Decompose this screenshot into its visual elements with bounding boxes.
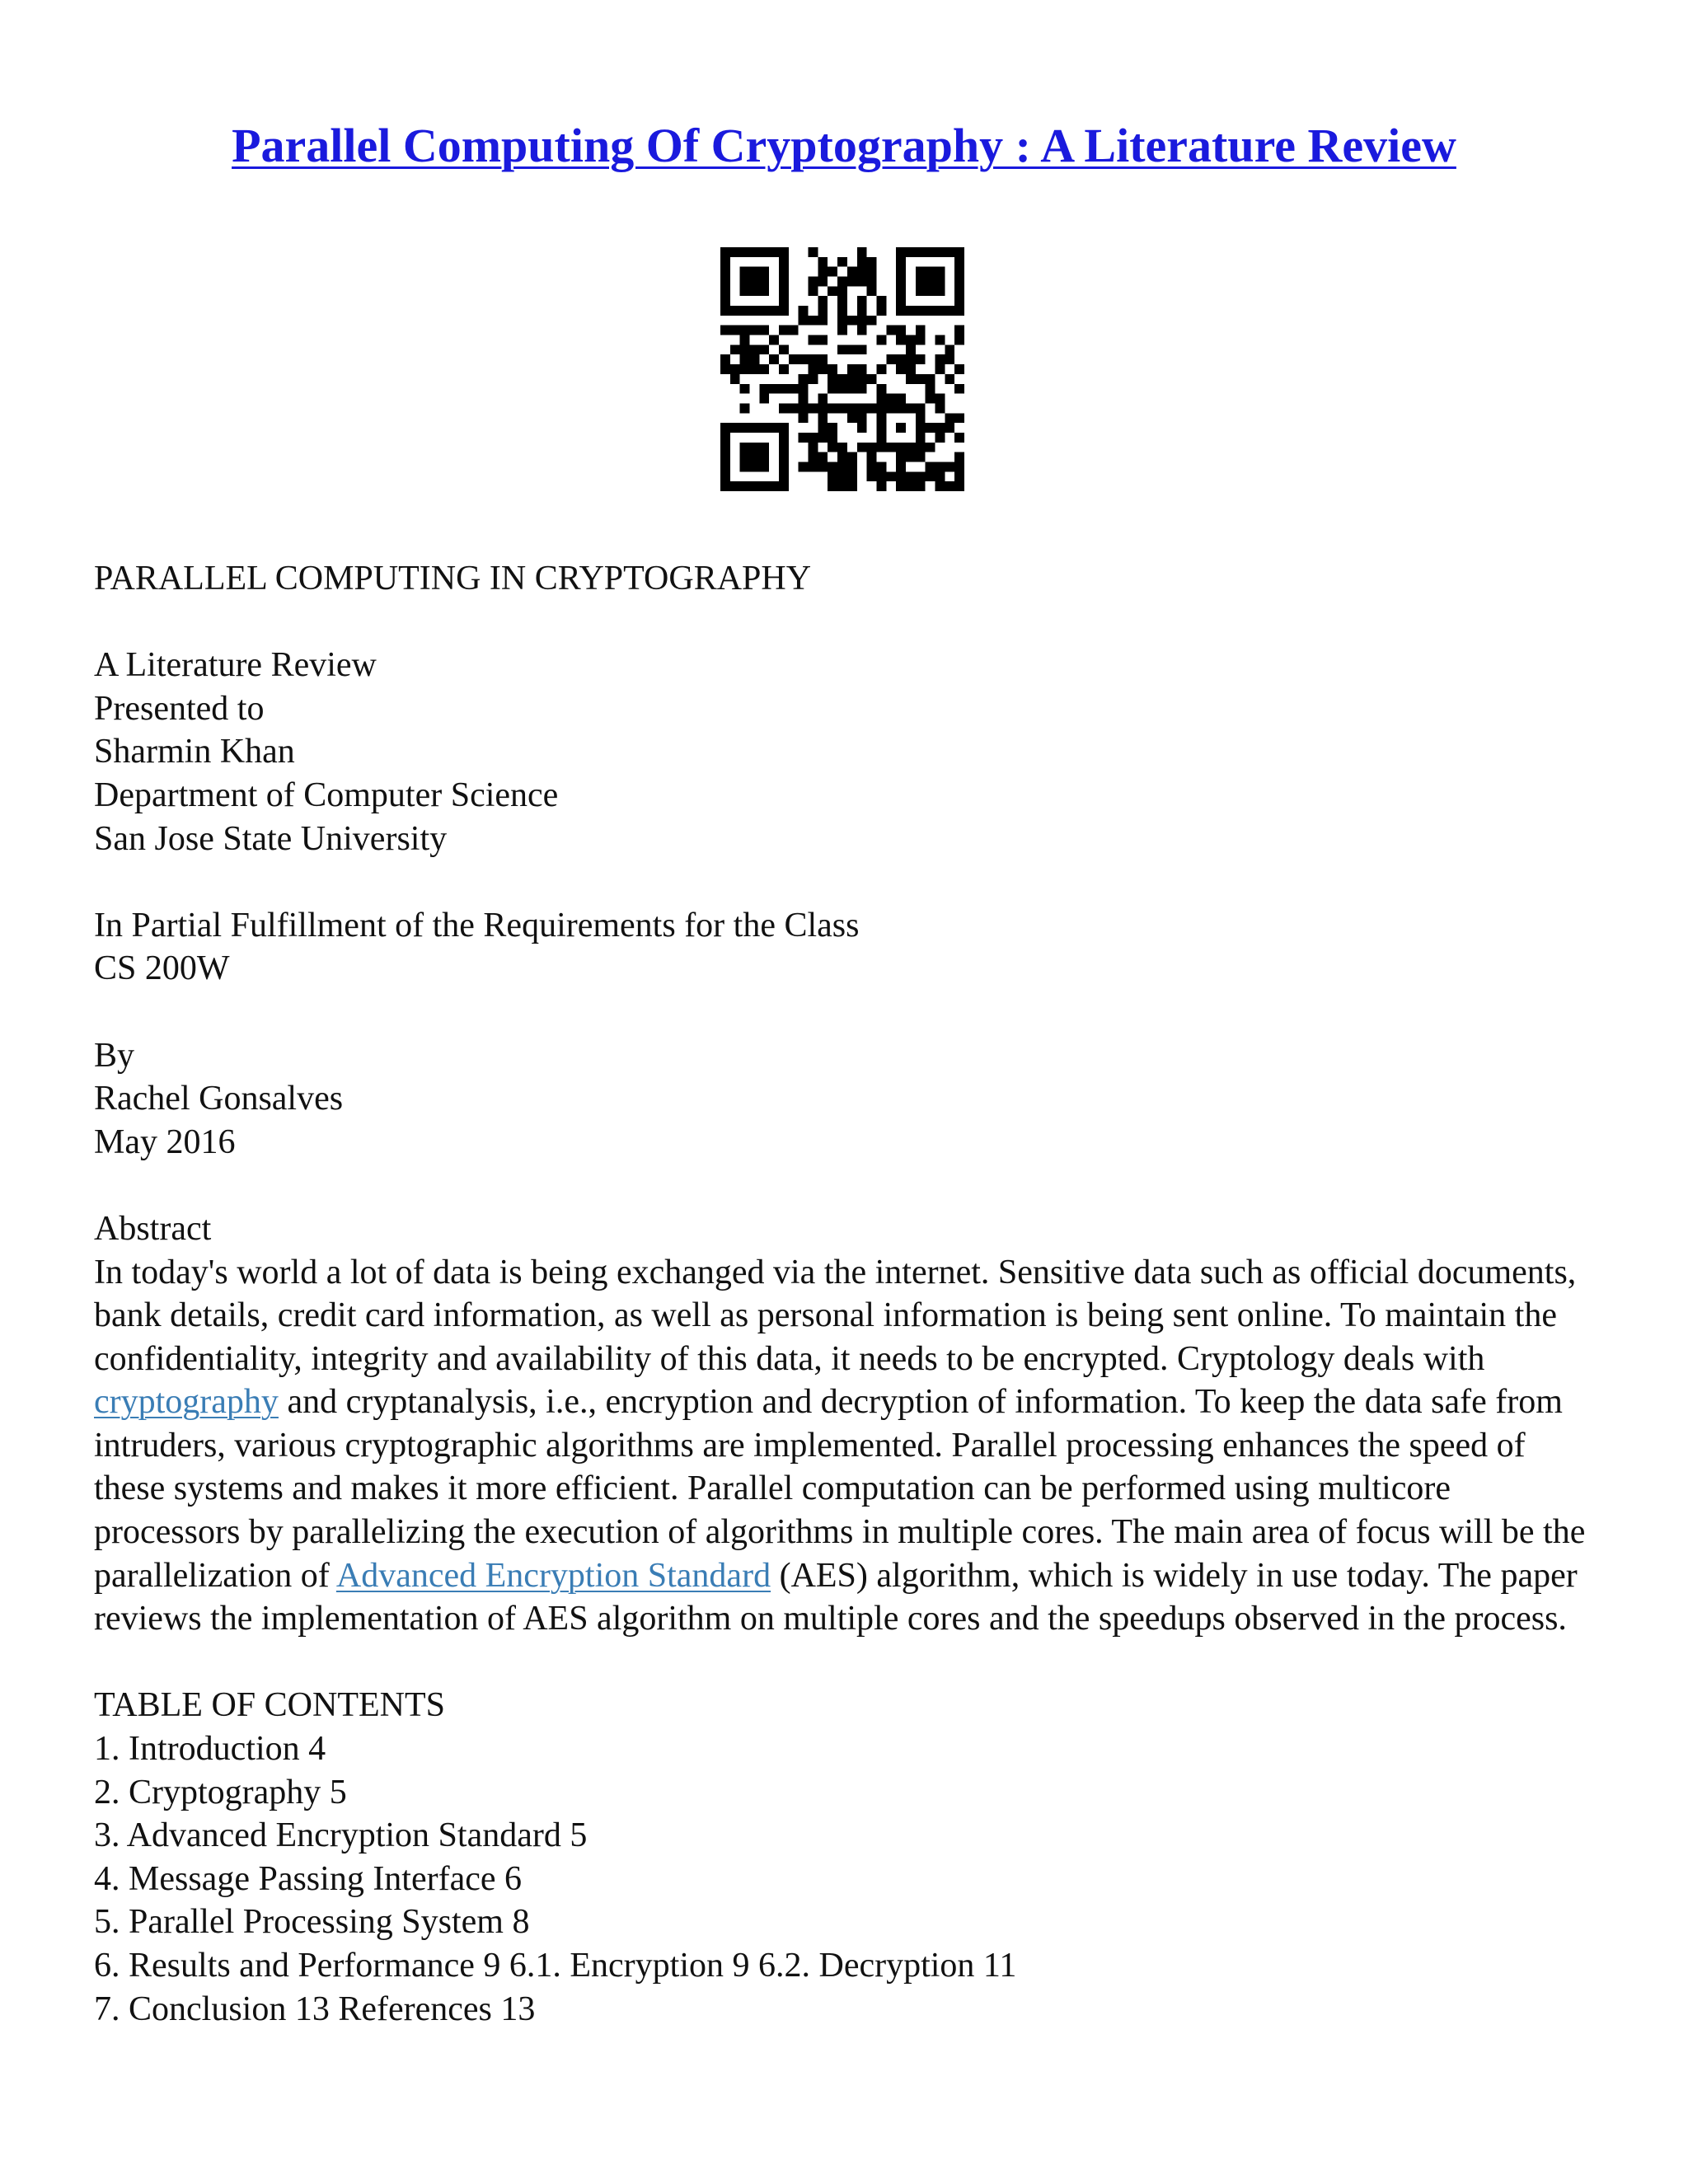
toc-item-1: 1. Introduction 4 <box>94 1730 326 1769</box>
toc-item-5: 5. Parallel Processing System 8 <box>94 1903 530 1942</box>
advanced-encryption-standard-link[interactable]: Advanced Encryption Standard <box>335 1556 771 1595</box>
paper-heading: PARALLEL COMPUTING IN CRYPTOGRAPHY <box>94 560 812 598</box>
presented-to-label: Presented to <box>94 689 265 728</box>
fulfillment-statement: In Partial Fulfillment of the Requirements for the Class <box>94 906 860 944</box>
department-name: Department of Computer Science <box>94 776 559 814</box>
toc-item-6: 6. Results and Performance 9 6.1. Encryption 9 6.2. Decryption 11 <box>94 1947 1017 1985</box>
document-title-link[interactable]: Parallel Computing Of Cryptography : A Literature Review <box>232 119 1456 172</box>
university-name: San Jose State University <box>94 819 448 858</box>
paper-subtitle: A Literature Review <box>94 646 377 685</box>
by-label: By <box>94 1036 135 1075</box>
abstract-text-part-2: and cryptanalysis, i.e., encryption and decryption of information. To keep the data safe from intruders, various cryptographic algorithms are implemented. Parallel processing enhances the speed of these systems and makes it more efficient. Parallel computation can be performed using multicore processors by parallelizing the execution of algorithms in multiple cores. The main area of focus will be the parallelization of <box>94 1383 1586 1595</box>
abstract-heading: Abstract <box>94 1209 212 1248</box>
abstract-paragraph <box>94 1251 1602 1641</box>
toc-item-2: 2. Cryptography 5 <box>94 1773 347 1811</box>
recipient-name: Sharmin Khan <box>94 733 295 771</box>
toc-item-7: 7. Conclusion 13 References 13 <box>94 1990 536 2028</box>
course-code: CS 200W <box>94 949 230 988</box>
toc-item-3: 3. Advanced Encryption Standard 5 <box>94 1816 588 1855</box>
qr-code-image <box>720 247 964 491</box>
toc-heading: TABLE OF CONTENTS <box>94 1686 445 1725</box>
toc-item-4: 4. Message Passing Interface 6 <box>94 1859 523 1898</box>
author-name: Rachel Gonsalves <box>94 1080 344 1118</box>
qr-code <box>720 247 964 491</box>
cryptography-link[interactable]: cryptography <box>94 1383 279 1422</box>
document-body <box>94 557 1602 2031</box>
abstract-text-part-1: In today's world a lot of data is being exchanged via the internet. Sensitive data such as official documents, bank details, credit card information, as well as personal information is being sent online. To maintain the confidentiality, integrity and availability of this data, it needs to be encrypted. Cryptology deals with <box>94 1253 1577 1378</box>
abstract-text-part-3: (AES) algorithm, which is widely in use today. The paper reviews the implementation of AES algorithm on multiple cores and the speedups observed in the process. <box>94 1556 1578 1638</box>
publication-date: May 2016 <box>94 1122 236 1161</box>
